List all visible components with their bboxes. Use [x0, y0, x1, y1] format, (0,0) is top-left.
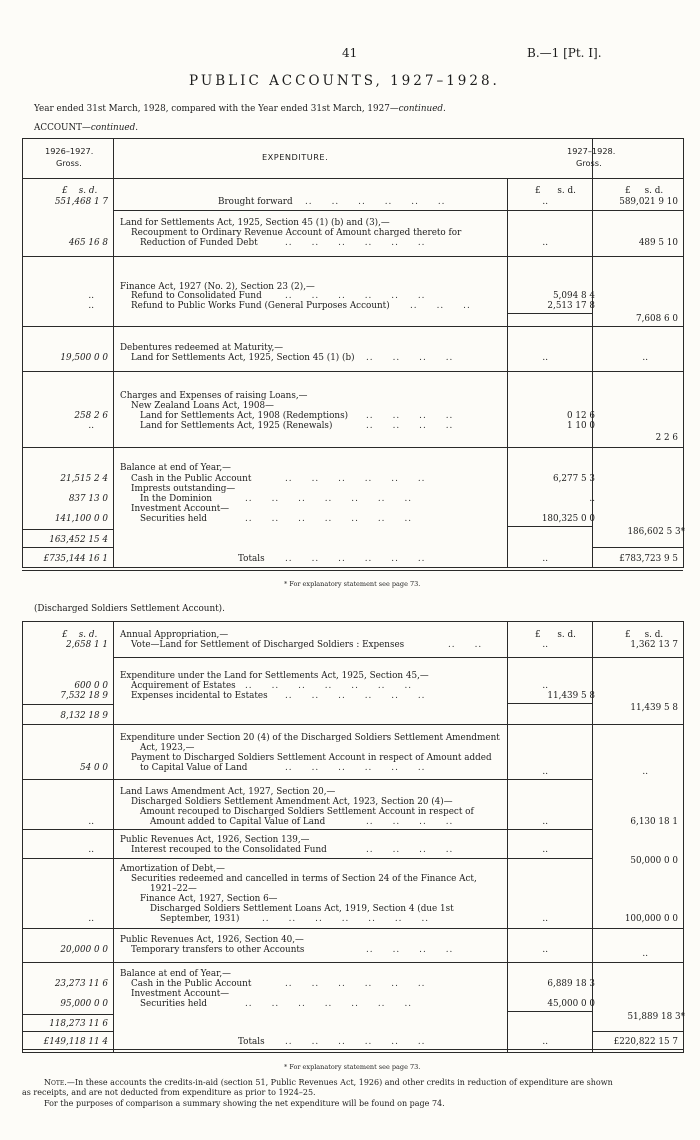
row-divider	[22, 962, 683, 963]
subtotal-rule	[507, 526, 592, 527]
leader-dots: .. .. .. ..	[366, 945, 454, 955]
amount-1926: 20,000 0 0	[60, 945, 108, 955]
leader-dots: .. .. .. ..	[366, 353, 454, 363]
table2-top-border	[22, 621, 683, 622]
subtotal-rule	[22, 1014, 113, 1015]
col-header-1927-gross: Gross.	[576, 158, 602, 168]
amount-1926: ..	[88, 301, 94, 311]
subtotal-rule	[22, 547, 113, 548]
amount-1927-detail: 6,889 18 3	[547, 979, 595, 989]
currency-units: £ s. d.	[625, 186, 664, 196]
amount-1926: ..	[88, 817, 94, 827]
row-heading: Balance at end of Year,—	[120, 463, 231, 473]
amount-1926: ..	[88, 291, 94, 301]
subtotal-rule	[507, 313, 592, 314]
amount-1926: 54 0 0	[80, 763, 108, 773]
col-header-1926-gross: Gross.	[56, 158, 82, 168]
page-title: PUBLIC ACCOUNTS, 1927–1928.	[189, 73, 500, 89]
row-heading: Expenditure under the Land for Settlements Act, 1925, Section 45,—	[120, 671, 429, 681]
row-label: 1921–22—	[150, 884, 197, 894]
row-divider	[22, 779, 592, 780]
amount-1927-total: ..	[642, 949, 648, 959]
currency-units: £ s. d.	[62, 630, 98, 640]
amount-1927-total: 51,889 18 3*	[627, 1012, 685, 1022]
amount-1927-total: 11,439 5 8	[630, 703, 678, 713]
amount-1927-detail: ..	[542, 767, 548, 777]
row-label: Investment Account—	[131, 989, 230, 999]
table1-col-divider	[113, 138, 114, 568]
amount-1927-total: 489 5 10	[638, 238, 678, 248]
amount-1927-detail: ..	[542, 554, 548, 564]
amount-1927-detail: ..	[542, 945, 548, 955]
subtitle-text: Year ended 31st March, 1928, compared with the Year ended 31st March, 1927—	[34, 104, 399, 114]
col-header-expenditure: EXPENDITURE.	[262, 152, 329, 162]
row-label: Act, 1923,—	[140, 743, 195, 753]
amount-1927-total: 589,021 9 10	[619, 197, 678, 207]
account-italic: continued.	[90, 123, 139, 133]
amount-1927-grand-total: £783,723 9 5	[619, 554, 678, 564]
amount-1927-detail: ..	[542, 914, 548, 924]
leader-dots: .. .. .. .. .. ..	[285, 291, 426, 301]
note-paragraph	[44, 1078, 613, 1088]
subtitle-italic: continued.	[398, 104, 446, 114]
row-heading: Charges and Expenses of raising Loans,—	[120, 391, 308, 401]
leader-dots: .. .. .. .. .. ..	[285, 1037, 426, 1047]
leader-dots: .. .. .. .. .. .. ..	[262, 914, 430, 924]
amount-1927-total: 1,362 13 7	[630, 640, 678, 650]
amount-1927-detail: 2,513 17 8	[547, 301, 595, 311]
leader-dots: .. .. .. ..	[366, 411, 454, 421]
leader-dots: .. .. .. .. .. ..	[285, 691, 426, 701]
amount-1927-grand-total: £220,822 15 7	[613, 1037, 678, 1047]
row-heading: Land for Settlements Act, 1925, Section 45 (1) (b) and (3),—	[120, 218, 390, 228]
amount-1927-detail: 5,094 8 4	[553, 291, 595, 301]
leader-dots: .. .. .. .. .. ..	[285, 554, 426, 564]
row-label: In the Dominion	[140, 494, 213, 504]
amount-1927-detail: 6,277 5 3	[553, 474, 595, 484]
subtotal-rule	[22, 1031, 113, 1032]
amount-1927-detail: ..	[542, 845, 548, 855]
amount-1926-subtotal: 118,273 11 6	[49, 1019, 108, 1029]
currency-units: £ s. d.	[625, 630, 664, 640]
row-label: Cash in the Public Account	[131, 979, 252, 989]
amount-1927-detail: ..	[542, 640, 548, 650]
row-heading: Land Laws Amendment Act, 1927, Section 20,—	[120, 787, 336, 797]
currency-units: £ s. d.	[535, 630, 576, 640]
amount-1926: 19,500 0 0	[60, 353, 108, 363]
row-label: Discharged Soldiers Settlement Amendment Act, 1923, Section 20 (4)—	[131, 797, 453, 807]
table1-header-border	[22, 178, 683, 179]
amount-1927-detail: ..	[542, 197, 548, 207]
amount-1926: 7,532 18 9	[60, 691, 108, 701]
leader-dots: .. .. .. ..	[366, 845, 454, 855]
amount-1926: 258 2 6	[74, 411, 108, 421]
row-label: Finance Act, 1927, Section 6—	[140, 894, 278, 904]
note-text-line2: as receipts, and are not deducted from expenditure as prior to 1924–25.	[22, 1088, 316, 1097]
row-label: Refund to Consolidated Fund	[131, 291, 262, 301]
table2-col-divider	[113, 621, 114, 1053]
row-divider	[113, 210, 683, 211]
page-subtitle	[34, 104, 446, 114]
row-heading: Public Revenues Act, 1926, Section 139,—	[120, 835, 310, 845]
amount-1926-total: £735,144 16 1	[43, 554, 108, 564]
amount-1926: 141,100 0 0	[54, 514, 108, 524]
amount-1927-detail: ..	[542, 238, 548, 248]
currency-units: £ s. d.	[535, 186, 576, 196]
row-label: Securities held	[140, 514, 208, 524]
subtotal-rule	[592, 1031, 683, 1032]
amount-1927-total: 2 2 6	[655, 433, 678, 443]
amount-1926-subtotal: 163,452 15 4	[49, 535, 108, 545]
note-lead: Note.	[44, 1078, 67, 1087]
row-label: Cash in the Public Account	[131, 474, 252, 484]
row-heading: Finance Act, 1927 (No. 2), Section 23 (2),—	[120, 282, 315, 292]
col-header-1926: 1926–1927.	[45, 146, 94, 156]
amount-1927-detail: 0 12 6	[567, 411, 595, 421]
row-heading: Amortization of Debt,—	[120, 864, 225, 874]
amount-1926-total: £149,118 11 4	[43, 1037, 108, 1047]
note-text: —In these accounts the credits-in-aid (section 51, Public Revenues Act, 1926) and other credits in reduction of expenditure are shown	[66, 1078, 613, 1087]
amount-1926: 837 13 0	[68, 494, 108, 504]
row-label: Land for Settlements Act, 1908 (Redemptions)	[140, 411, 349, 421]
amount-1927-total: ..	[642, 767, 648, 777]
amount-1927-detail: 45,000 0 0	[547, 999, 595, 1009]
row-label: New Zealand Loans Act, 1908—	[131, 401, 274, 411]
amount-1926: 95,000 0 0	[60, 999, 108, 1009]
currency-units: £ s. d.	[62, 186, 98, 196]
amount-1927-detail: ..	[542, 353, 548, 363]
table1-left-border	[22, 138, 23, 568]
row-divider	[22, 326, 683, 327]
table2-left-border	[22, 621, 23, 1053]
row-divider	[22, 256, 683, 257]
double-rule	[22, 1052, 683, 1053]
amount-1927-detail: 1 10 0	[567, 421, 595, 431]
col-header-1927: 1927–1928.	[567, 146, 616, 156]
row-divider	[22, 829, 592, 830]
amount-1927-total: 7,608 6 0	[636, 314, 678, 324]
double-rule	[22, 570, 683, 571]
row-label: Securities held	[140, 999, 208, 1009]
amount-1927-total: 6,130 18 1	[630, 817, 678, 827]
row-heading: Public Revenues Act, 1926, Section 40,—	[120, 935, 304, 945]
section-title: (Discharged Soldiers Settlement Account).	[34, 604, 225, 614]
table2-right-border	[683, 621, 684, 1053]
row-label: to Capital Value of Land	[140, 763, 248, 773]
footnote: * For explanatory statement see page 73.	[284, 580, 421, 588]
amount-1926: 2,658 1 1	[66, 640, 108, 650]
amount-1926: ..	[88, 845, 94, 855]
leader-dots: .. .. .. .. .. ..	[285, 474, 426, 484]
row-label-totals: Totals	[238, 554, 265, 564]
row-label: Land for Settlements Act, 1925, Section 45 (1) (b)	[131, 353, 355, 363]
note-text-line3: For the purposes of comparison a summary showing the net expenditure will be found on page 74.	[44, 1099, 445, 1108]
row-label: Temporary transfers to other Accounts	[131, 945, 305, 955]
amount-1927-total: 50,000 0 0	[630, 856, 678, 866]
leader-dots: .. .. .. .. .. .. ..	[245, 681, 413, 691]
table2-col-divider	[507, 621, 508, 1053]
account-label	[34, 123, 138, 133]
leader-dots: .. .. .. ..	[366, 421, 454, 431]
row-label: Reduction of Funded Debt	[140, 238, 258, 248]
table1-col-divider	[507, 178, 508, 568]
row-divider	[22, 858, 592, 859]
table2-bottom-border	[22, 1049, 683, 1050]
leader-dots: .. .. .. .. .. ..	[305, 197, 446, 207]
amount-1927-total: ..	[642, 353, 648, 363]
row-label: Payment to Discharged Soldiers Settlement Account in respect of Amount added	[131, 753, 492, 763]
row-label: Amount recouped to Discharged Soldiers Settlement Account in respect of	[140, 807, 474, 817]
table1-bottom-border	[22, 567, 683, 568]
leader-dots: .. .. ..	[410, 301, 471, 311]
row-label: Investment Account—	[131, 504, 230, 514]
leader-dots: .. .. .. ..	[366, 817, 454, 827]
row-divider	[22, 371, 683, 372]
amount-1927-total: 100,000 0 0	[624, 914, 678, 924]
row-label: Land for Settlements Act, 1925 (Renewals)	[140, 421, 333, 431]
row-label: Discharged Soldiers Settlement Loans Act, 1919, Section 4 (due 1st	[150, 904, 454, 914]
row-label: Recoupment to Ordinary Revenue Account of Amount charged thereto for	[131, 228, 462, 238]
footnote: * For explanatory statement see page 73.	[284, 1063, 421, 1071]
amount-1927-detail: ..	[589, 494, 595, 504]
amount-1926: 23,273 11 6	[54, 979, 108, 989]
row-heading: Balance at end of Year,—	[120, 969, 231, 979]
leader-dots: .. .. .. .. .. ..	[285, 763, 426, 773]
row-label: Imprests outstanding—	[131, 484, 236, 494]
amount-1926: ..	[88, 914, 94, 924]
amount-1926-subtotal: 8,132 18 9	[60, 711, 108, 721]
row-label: Vote—Land for Settlement of Discharged Soldiers : Expenses	[131, 640, 405, 650]
leader-dots: .. ..	[448, 640, 483, 650]
row-label-totals: Totals	[238, 1037, 265, 1047]
row-heading: Expenditure under Section 20 (4) of the Discharged Soldiers Settlement Amendment	[120, 733, 500, 743]
row-divider	[113, 657, 683, 658]
row-label: September, 1931)	[160, 914, 240, 924]
leader-dots: .. .. .. .. .. .. ..	[245, 999, 413, 1009]
amount-1927-total: 186,602 5 3*	[627, 527, 685, 537]
amount-1927-detail: ..	[542, 681, 548, 691]
row-divider	[22, 447, 683, 448]
row-divider	[22, 724, 683, 725]
amount-1926: ..	[88, 421, 94, 431]
subtotal-rule	[22, 529, 113, 530]
row-label: Securities redeemed and cancelled in terms of Section 24 of the Finance Act,	[131, 874, 477, 884]
page-reference: B.—1 [Pt. I].	[527, 46, 602, 60]
table1-top-border	[22, 138, 683, 139]
row-label: Interest recouped to the Consolidated Fund	[131, 845, 327, 855]
subtotal-rule	[507, 1011, 592, 1012]
amount-1926: 600 0 0	[74, 681, 108, 691]
amount-1926: 551,468 1 7	[54, 197, 108, 207]
row-label: Acquirement of Estates	[131, 681, 236, 691]
row-heading: Annual Appropriation,—	[120, 630, 229, 640]
leader-dots: .. .. .. .. .. ..	[285, 238, 426, 248]
table1-right-border	[683, 138, 684, 568]
leader-dots: .. .. .. .. .. .. ..	[245, 494, 413, 504]
amount-1927-detail: ..	[542, 817, 548, 827]
row-label: Refund to Public Works Fund (General Purposes Account)	[131, 301, 390, 311]
amount-1927-detail: ..	[542, 1037, 548, 1047]
subtotal-rule	[507, 703, 592, 704]
amount-1926: 21,515 2 4	[60, 474, 108, 484]
row-label: Expenses incidental to Estates	[131, 691, 268, 701]
amount-1927-detail: 180,325 0 0	[541, 514, 595, 524]
leader-dots: .. .. .. .. .. .. ..	[245, 514, 413, 524]
row-divider	[22, 928, 683, 929]
page-number: 41	[342, 46, 358, 60]
row-label: Amount added to Capital Value of Land	[150, 817, 326, 827]
subtotal-rule	[22, 704, 113, 705]
row-label: Brought forward	[218, 197, 293, 207]
row-heading: Debentures redeemed at Maturity,—	[120, 343, 284, 353]
leader-dots: .. .. .. .. .. ..	[285, 979, 426, 989]
account-text: ACCOUNT—	[34, 123, 91, 133]
subtotal-rule	[592, 547, 683, 548]
amount-1926: 465 16 8	[68, 238, 108, 248]
amount-1927-detail: 11,439 5 8	[547, 691, 595, 701]
